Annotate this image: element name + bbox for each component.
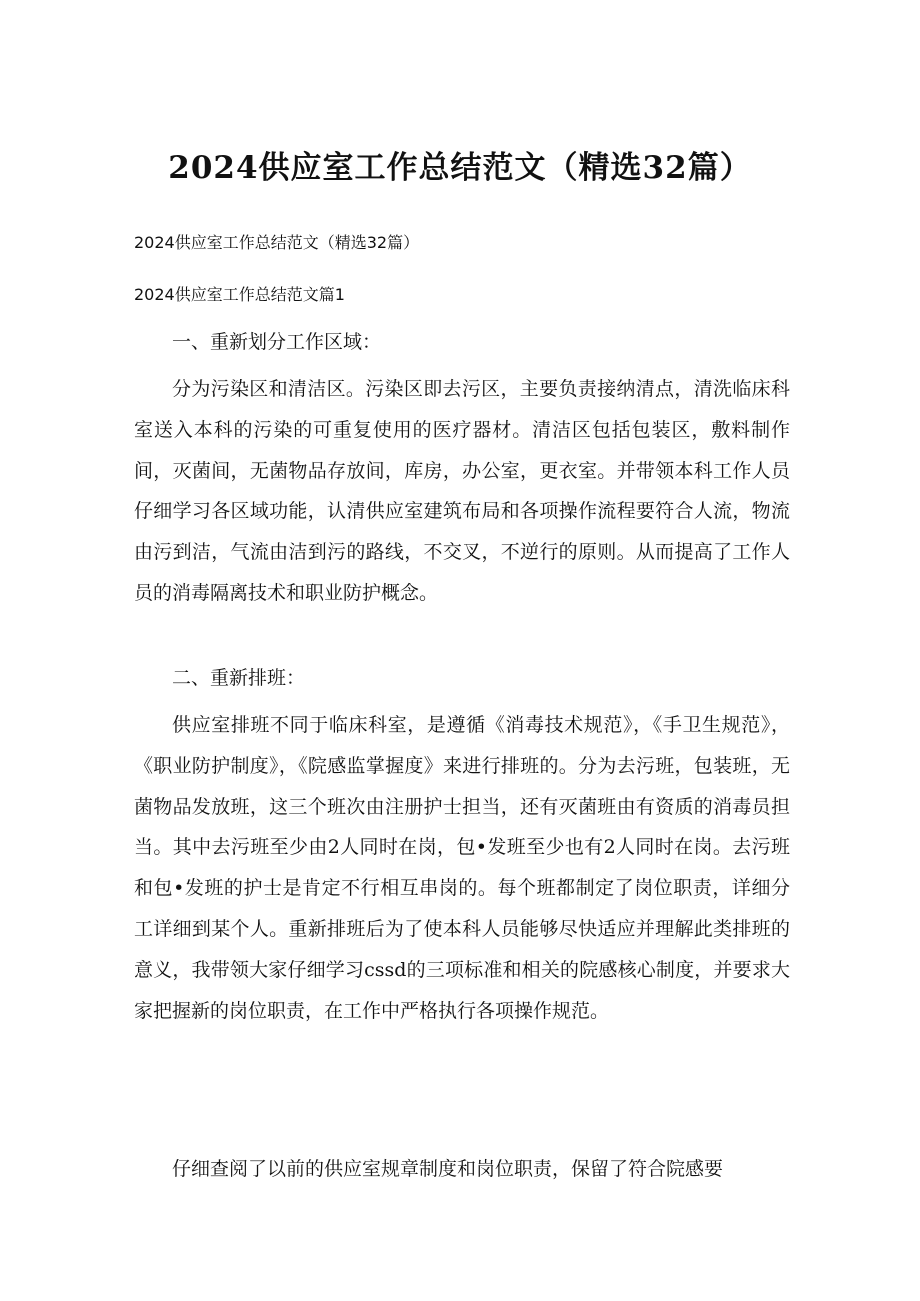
body-paragraph-3: 仔细查阅了以前的供应室规章制度和岗位职责，保留了符合院感要 xyxy=(172,1158,724,1180)
subtitle-line: 2024供应室工作总结范文（精选32篇） xyxy=(134,233,420,252)
document-title: 2024供应室工作总结范文（精选32篇） xyxy=(168,150,752,186)
section-line: 2024供应室工作总结范文篇1 xyxy=(134,285,345,304)
body-paragraph-1: 分为污染区和清洁区。污染区即去污区，主要负责接纳清点，清洗临床科室送入本科的污染的可重复使用的医疗器材。清洁区包括包装区，敷料制作间，灭菌间，无菌物品存放间，库房，办公室，更衣室。并带领本科工作人员仔细学习各区域功能，认清供应室建筑布局和各项操作流程要符合人流，物流由污到洁，气流由洁到污的路线，不交叉，不逆行的原则。从而提高了工作人员的消毒隔离技术和职业防护概念。 xyxy=(134,378,790,604)
body-paragraph-2: 供应室排班不同于临床科室，是遵循《消毒技术规范》，《手卫生规范》，《职业防护制度》，《院感监掌握度》来进行排班的。分为去污班，包装班，无菌物品发放班，这三个班次由注册护士担当，还有灭菌班由有资质的消毒员担当。其中去污班至少由2人同时在岗，包•发班至少也有2人同时在岗。去污班和包•发班的护士是肯定不行相互串岗的。每个班都制定了岗位职责，详细分工详细到某个人。重新排班后为了使本科人员能够尽快适应并理解此类排班的意义，我带领大家仔细学习cssd的三项标准和相关的院感核心制度，并要求大家把握新的岗位职责，在工作中严格执行各项操作规范。 xyxy=(134,714,790,1022)
section-heading-1: 一、重新划分工作区域： xyxy=(172,331,382,353)
section-heading-2: 二、重新排班： xyxy=(172,667,306,689)
